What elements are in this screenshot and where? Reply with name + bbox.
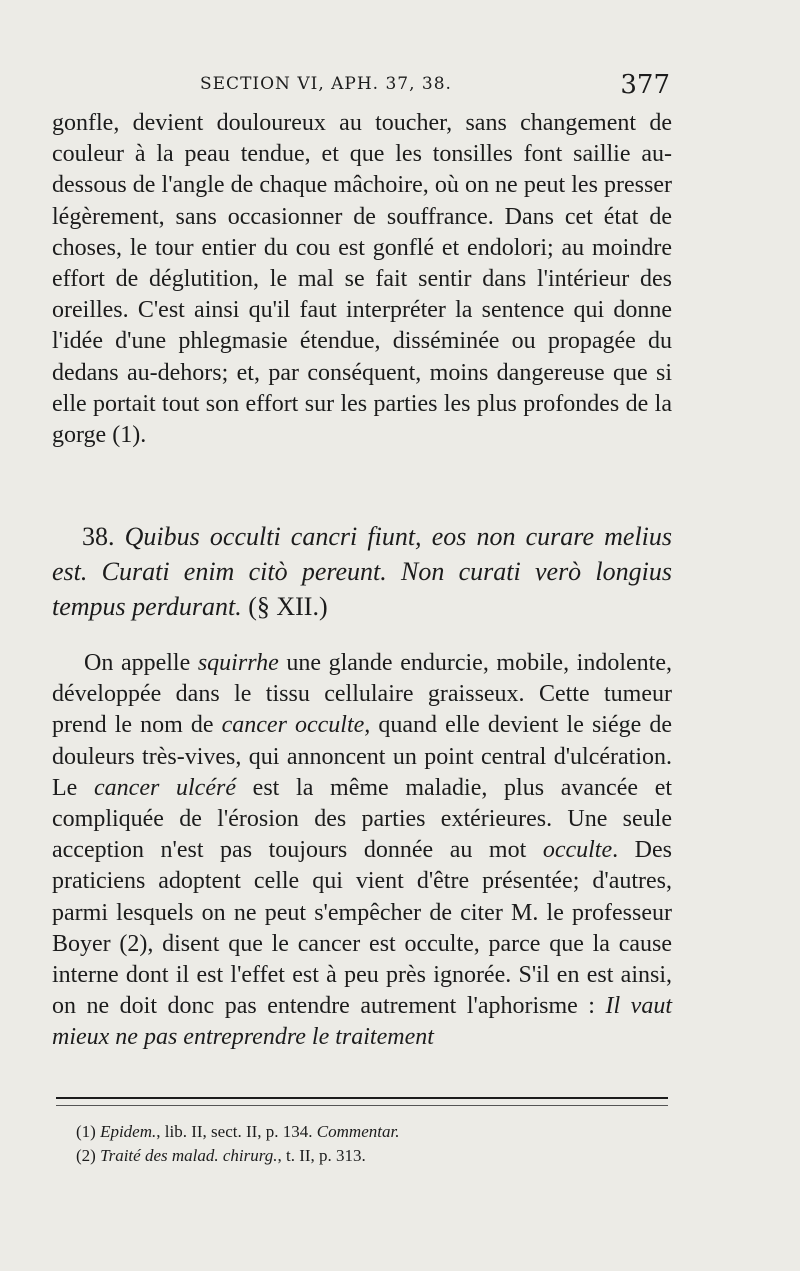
term-cancer-ulcere: cancer ulcéré [94,774,236,801]
footnote-2 [76,1144,656,1168]
footnotes [76,1120,656,1168]
page-number: 377 [620,70,670,100]
footnote-rule-thin [56,1105,668,1106]
footnote-mark: (2) [76,1146,96,1165]
aphorism-number: 38. [82,522,115,551]
footnote-rule [56,1097,668,1099]
aphorism-38 [52,519,672,624]
aphorism-latin-text: Quibus occulti cancri fiunt, eos non curare melius est. Curati enim citò pereunt. Non curati verò longius tempus perdurant. [52,522,673,621]
paragraph-continued: gonfle, devient douloureux au toucher, sans changement de couleur à la peau tendue, et que les tonsilles font saillie au-dessous de l'angle de chaque mâchoire, où on ne peut les presser légèrement, sans occasionner de souffrance. Dans cet état de choses, le tour entier du cou est gonflé et endolori; au moindre effort de déglutition, le mal se fait sentir dans l'intérieur des oreilles. C'est ainsi qu'il faut interpréter la sentence qui donne l'idée d'une phlegmasie étendue, disséminée ou propagée du dedans au-dehors; et, par conséquent, moins dangereuse que si elle portait tout son effort sur les parties les plus profondes de la gorge (1). [52,110,672,449]
commentary-text: On appelle [84,650,198,676]
footnote-title: Epidem. [100,1122,157,1141]
aphorism-translation: Il vaut mieux ne pas entreprendre le traitement [52,993,672,1051]
commentary-text: une glande endurcie, mobile, indolente, développée dans le tissu cellulaire graisseux. Cette tumeur prend le nom de [52,650,672,739]
footnote-title: Traité des malad. chirurg. [100,1146,278,1165]
term-occulte: occulte [542,837,613,864]
footnote-title-2: Commentar. [316,1122,400,1141]
page-header [0,66,800,106]
term-cancer-occulte: cancer occulte, [221,712,371,739]
aphorism-reference: (§ XII.) [248,592,328,621]
footnote-text: , lib. II, sect. II, p. 134. [156,1122,317,1141]
commentary-text: . Des praticiens adoptent celle qui vient d'être présentée; d'autres, parmi lesquels on ne peut s'empêcher de citer M. le professeur Boyer (2), disent que le cancer est occulte, parce que la cause interne dont il est l'effet est à peu près ignorée. S'il en est ainsi, on ne doit donc pas entendre autrement l'aphorisme : [52,837,672,1020]
footnote-text: , t. II, p. 313. [277,1146,366,1165]
running-head: SECTION VI, APH. 37, 38. [200,74,452,94]
commentary-paragraph [52,648,672,1054]
term-squirrhe: squirrhe [197,650,279,676]
commentary-text: est la même maladie, plus avancée et compliquée de l'érosion des parties extérieures. Une seule acception n'est pas toujours donnée au mot [52,774,673,864]
commentary-text: quand elle devient le siége de douleurs très-vives, qui annoncent un point central d'ulcération. Le [52,712,672,801]
footnote-1 [76,1120,656,1144]
footnote-mark: (1) [76,1122,96,1141]
